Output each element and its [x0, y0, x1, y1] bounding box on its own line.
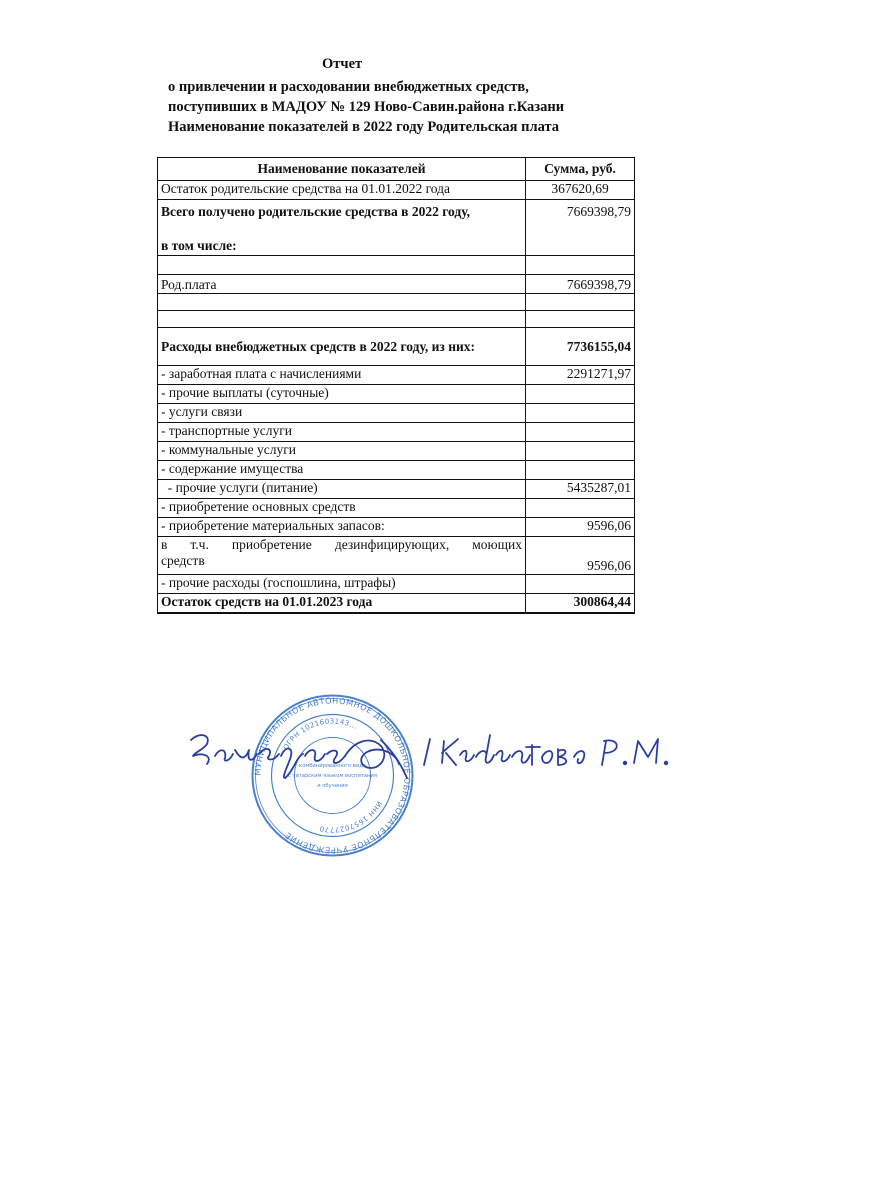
handwritten-name-signature	[420, 725, 680, 775]
row-sum	[526, 499, 635, 518]
row-name: - коммунальные услуги	[158, 442, 526, 461]
table-header-row	[158, 158, 635, 181]
table-row	[158, 461, 635, 480]
report-subtitle-line-1: о привлечении и расходовании внебюджетных средств,	[168, 79, 529, 95]
seal-ogrn: ОГРН 1021603143...	[281, 717, 359, 752]
row-name: - услуги связи	[158, 404, 526, 423]
row-name: - прочие расходы (госпошлина, штрафы)	[158, 575, 526, 594]
row-name: Остаток средств на 01.01.2023 года	[158, 594, 526, 613]
row-name-line-1: Всего получено родительские средства в 2022 году,	[161, 204, 470, 219]
table-row	[158, 442, 635, 461]
table-row	[158, 480, 635, 499]
row-name: Род.плата	[158, 275, 526, 294]
report-table	[157, 157, 635, 614]
table-row	[158, 499, 635, 518]
table-row	[158, 328, 635, 366]
row-name: - приобретение основных средств	[158, 499, 526, 518]
table-row	[158, 575, 635, 594]
row-sum: 7669398,79	[526, 200, 635, 256]
row-name: - прочие выплаты (суточные)	[158, 385, 526, 404]
row-name-line-2: средств	[161, 553, 205, 568]
row-sum: 9596,06	[526, 518, 635, 537]
report-title: Отчет	[322, 56, 363, 72]
row-sum	[526, 461, 635, 480]
seal-inner-line-3: и обучения	[317, 783, 348, 789]
row-sum: 300864,44	[526, 594, 635, 613]
table-row	[158, 256, 635, 275]
seal-outer-text: МУНИЦИПАЛЬНОЕ АВТОНОМНОЕ ДОШКОЛЬНОЕ ОБРАЗОВАТЕЛЬНОЕ УЧРЕЖДЕНИЕ	[252, 695, 413, 856]
table-row	[158, 311, 635, 328]
table-row	[158, 385, 635, 404]
row-name: Расходы внебюджетных средств в 2022 году, из них:	[158, 328, 526, 366]
row-sum: 7736155,04	[526, 328, 635, 366]
table-row	[158, 366, 635, 385]
row-name-line-1: в т.ч. приобретение дезинфицирующих, моющих	[161, 537, 522, 552]
column-header-name: Наименование показателей	[158, 158, 526, 181]
table-row	[158, 181, 635, 200]
row-name	[158, 200, 526, 256]
row-name: - содержание имущества	[158, 461, 526, 480]
row-name	[158, 294, 526, 311]
row-sum	[526, 404, 635, 423]
row-sum	[526, 423, 635, 442]
row-sum: 2291271,97	[526, 366, 635, 385]
table-row	[158, 404, 635, 423]
seal-inner-line-2: с татарским языком воспитания	[288, 773, 377, 779]
row-name: - транспортные услуги	[158, 423, 526, 442]
row-sum: 7669398,79	[526, 275, 635, 294]
row-sum	[526, 385, 635, 404]
svg-text:ИНН 1657027770	[319, 800, 384, 834]
row-name	[158, 537, 526, 575]
row-name: - прочие услуги (питание)	[158, 480, 526, 499]
column-header-sum: Сумма, руб.	[526, 158, 635, 181]
report-subtitle-line-3: Наименование показателей в 2022 году Родительская плата	[168, 119, 560, 135]
row-sum	[526, 442, 635, 461]
table-row	[158, 423, 635, 442]
table-row	[158, 518, 635, 537]
row-sum	[526, 294, 635, 311]
row-sum	[526, 311, 635, 328]
seal-inner-line-1: комбинированного вида	[299, 763, 366, 769]
row-sum: 367620,69	[526, 181, 635, 200]
row-sum	[526, 575, 635, 594]
handwritten-position-signature	[185, 720, 415, 790]
row-name: - приобретение материальных запасов:	[158, 518, 526, 537]
row-name: - заработная плата с начислениями	[158, 366, 526, 385]
row-sum: 5435287,01	[526, 480, 635, 499]
row-name	[158, 256, 526, 275]
row-name: Остаток родительские средства на 01.01.2022 года	[158, 181, 526, 200]
row-name-line-2: в том числе:	[161, 238, 237, 253]
table-row	[158, 200, 635, 256]
table-row	[158, 275, 635, 294]
seal-inn: ИНН 1657027770	[318, 799, 384, 834]
row-name	[158, 311, 526, 328]
table-row	[158, 537, 635, 575]
table-row	[158, 594, 635, 613]
report-subtitle-line-2: поступивших в МАДОУ № 129 Ново-Савин.района г.Казани	[168, 99, 565, 115]
row-sum: 9596,06	[526, 537, 635, 575]
table-row	[158, 294, 635, 311]
row-sum	[526, 256, 635, 275]
